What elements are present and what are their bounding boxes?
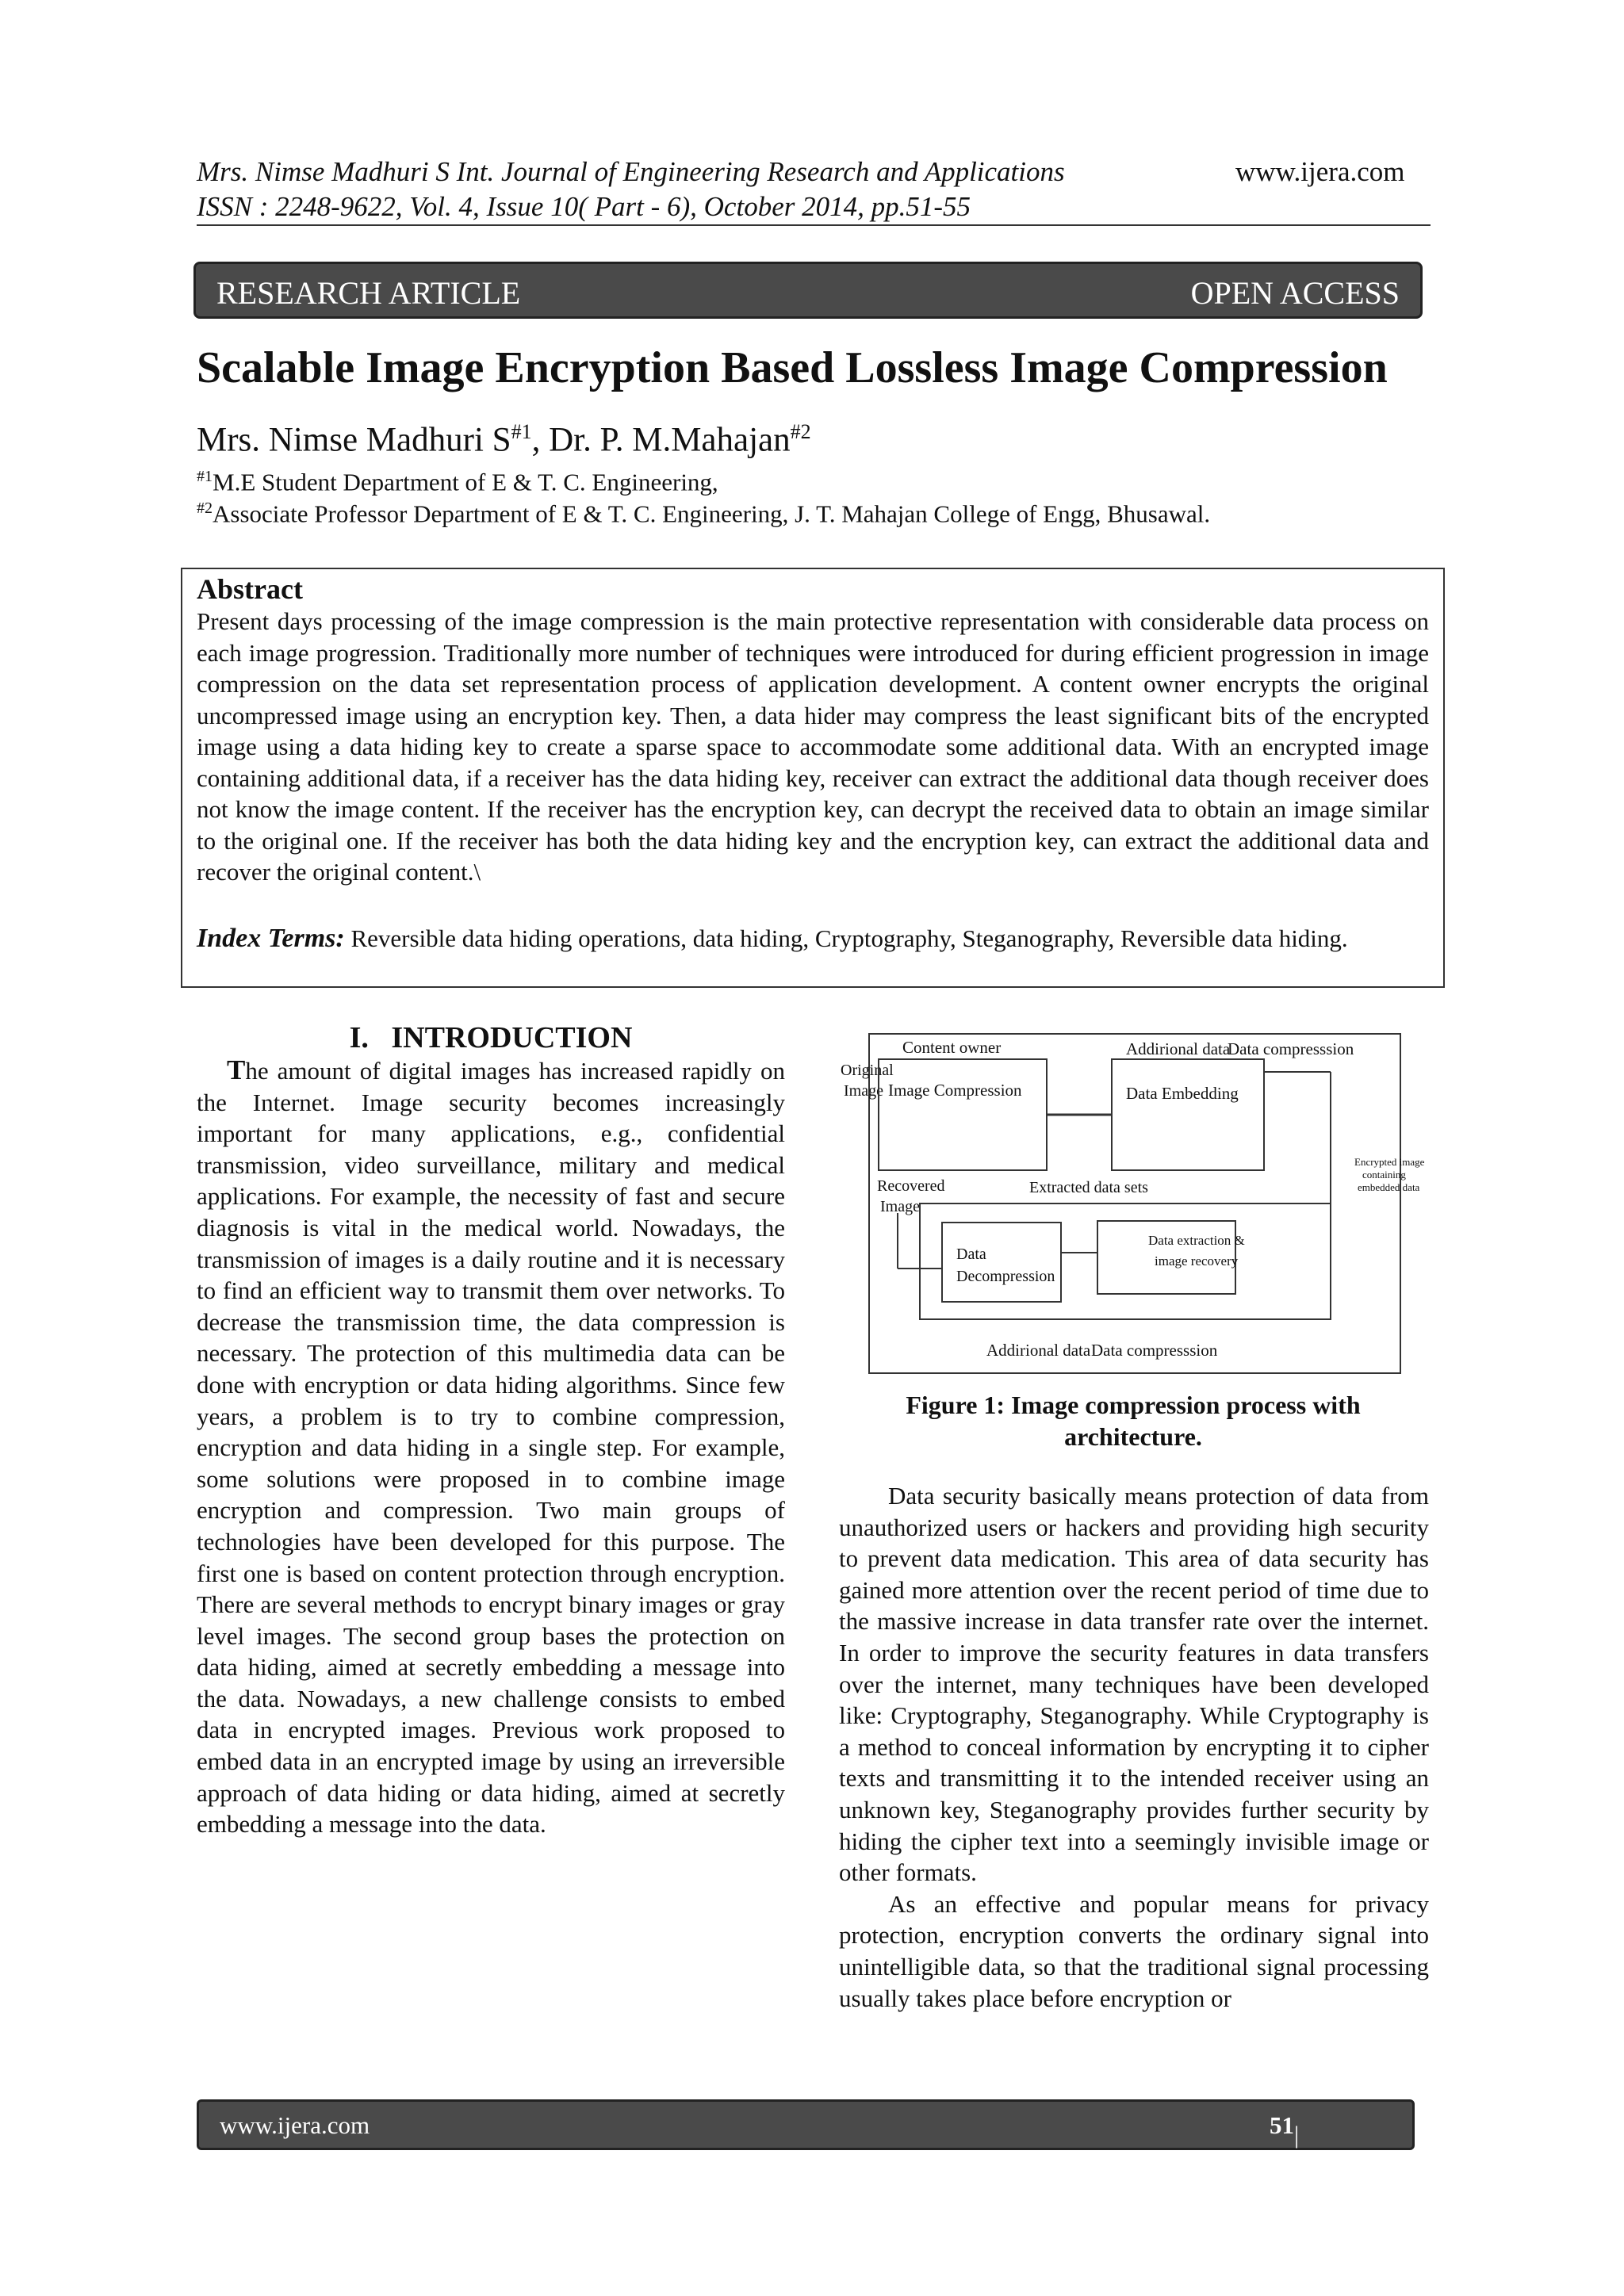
abstract-heading: Abstract bbox=[197, 573, 303, 605]
page-label: | P a g bbox=[1294, 2121, 1308, 2234]
label-recovered-2: Image bbox=[880, 1198, 920, 1215]
affiliation-1-sup: #1 bbox=[197, 468, 213, 485]
author-1-sup: #1 bbox=[511, 420, 532, 443]
journal-header-line2: ISSN : 2248-9622, Vol. 4, Issue 10( Part - 6), October 2014, pp.51-55 bbox=[197, 191, 971, 222]
label-additional-data-top: Addirional data bbox=[1126, 1039, 1231, 1058]
label-data-compression-bottom: Data compresssion bbox=[1091, 1341, 1218, 1360]
encryption-paragraph: As an effective and popular means for privacy protection, encryption converts the ordinary signal into unintelligible data, so that the traditional signal processing usually takes place before encryption or bbox=[839, 1889, 1429, 2012]
header-divider bbox=[197, 224, 1431, 226]
label-extraction-1: Data extraction & bbox=[1148, 1233, 1245, 1248]
footer-website[interactable]: www.ijera.com bbox=[220, 2111, 370, 2139]
image-compression-box bbox=[879, 1059, 1047, 1170]
introduction-paragraph bbox=[197, 1054, 785, 1840]
index-terms-text: Reversible data hiding operations, data hiding, Cryptography, Steganography, Reversible data hiding. bbox=[344, 924, 1348, 952]
header-website[interactable]: www.ijera.com bbox=[1235, 156, 1405, 187]
affiliation-1-text: M.E Student Department of E & T. C. Engineering, bbox=[213, 468, 718, 496]
author-list bbox=[197, 420, 811, 459]
label-data-embedding: Data Embedding bbox=[1126, 1084, 1239, 1103]
section-heading-introduction: I. INTRODUCTION bbox=[349, 1021, 633, 1054]
affiliation-2-text: Associate Professor Department of E & T. C. Engineering, J. T. Mahajan College of Engg, Bhusawal. bbox=[213, 499, 1211, 528]
data-embedding-box bbox=[1112, 1059, 1264, 1170]
research-article-label: RESEARCH ARTICLE bbox=[216, 275, 521, 311]
label-extraction-2: image recovery bbox=[1155, 1253, 1239, 1269]
label-encrypted-2: containing bbox=[1362, 1169, 1406, 1181]
author-2-sup: #2 bbox=[790, 420, 811, 443]
author-1: Mrs. Nimse Madhuri S bbox=[197, 421, 511, 459]
label-data-compression-top: Data compresssion bbox=[1228, 1039, 1354, 1058]
label-image-compression: Image Compression bbox=[888, 1081, 1022, 1100]
label-content-owner: Content owner bbox=[902, 1038, 1002, 1057]
architecture-diagram bbox=[839, 1023, 1426, 1380]
journal-header-line1: Mrs. Nimse Madhuri S Int. Journal of Engineering Research and Applications bbox=[197, 156, 1065, 187]
affiliation-2 bbox=[197, 499, 1210, 528]
label-decompression-1: Data bbox=[956, 1246, 986, 1263]
author-2: Dr. P. M.Mahajan bbox=[549, 421, 791, 459]
data-security-paragraph: Data security basically means protection of data from unauthorized users or hackers and providing high security to prevent data medication. This area of data security has gained more attention over the recent period of time due to the massive increase in data transfer rate over the internet. In order to improve the security features in data transfers over the internet, many techniques have been developed like: Cryptography, Steganography. While Cryptography is a method to conceal information by encrypting it to cipher texts and transmitting it to the intended receiver using an unknown key, Steganography provides further security by hiding the cipher text into a seemingly invisible image or other formats. bbox=[839, 1482, 1429, 1887]
introduction-body bbox=[197, 1054, 785, 1840]
open-access-label: OPEN ACCESS bbox=[1190, 275, 1400, 311]
footer-page-number bbox=[1270, 2111, 1308, 2234]
drop-letter: T bbox=[227, 1054, 246, 1085]
label-original-image-2: Image bbox=[844, 1082, 883, 1100]
abstract-text: Present days processing of the image compression is the main protective representation with considerable data process on each image progression. Traditionally more number of techniques were introduced for during efficient progression in image compression on the data set representation process of application development. A content owner encrypts the original uncompressed image using an encryption key. Then, a data hider may compress the least significant bits of the encrypted image using a data hiding key to create a sparse space to accommodate some additional data. With an encrypted image containing additional data, if a receiver has the data hiding key, receiver can extract the additional data though receiver does not know the image content. If the receiver has the encryption key, can decrypt the received data to obtain an image similar to the original one. If the receiver has both the data hiding key and the encryption key, can extract the additional data and recover the original content.\ bbox=[197, 607, 1429, 886]
right-column-body bbox=[839, 1480, 1429, 2014]
article-banner bbox=[193, 262, 1423, 319]
figure-caption: Figure 1: Image compression process with architecture. bbox=[906, 1391, 1361, 1451]
label-encrypted-3: embedded data bbox=[1358, 1181, 1420, 1193]
introduction-paragraph-text: he amount of digital images has increased rapidly on the Internet. Image security becomes increasingly important for many applications, e.g., confidential transmission, video surveillance, military and medical applications. For example, the necessity of fast and secure diagnosis is vital in the medical world. Nowadays, the transmission of images is a daily routine and it is necessary to find an efficient way to transmit them over networks. To decrease the transmission time, the data compression is necessary. The protection of this multimedia data can be done with encryption or data hiding algorithms. Since few years, a problem is to try to combine compression, encryption and data hiding in a single step. For example, some solutions were proposed in to combine image encryption and compression. Two main groups of technologies have been developed for this purpose. The first one is based on content protection through encryption. There are several methods to encrypt binary images or gray level images. The second group bases the protection on data hiding, aimed at secretly embedding a message into the data. Nowadays, a new challenge consists to embed data in encrypted images. Previous work proposed to embed data in an encrypted image by using an irreversible approach of data hiding or data hiding, aimed at secretly embedding a message into the data. bbox=[197, 1057, 785, 1839]
label-recovered-1: Recovered bbox=[877, 1177, 945, 1195]
affiliation-2-sup: #2 bbox=[197, 499, 213, 517]
paper-title: Scalable Image Encryption Based Lossless Image Compression bbox=[197, 343, 1388, 392]
label-encrypted-1: Encrypted image bbox=[1354, 1156, 1425, 1168]
index-terms bbox=[197, 923, 1429, 955]
label-extracted-data-sets: Extracted data sets bbox=[1029, 1179, 1148, 1196]
label-decompression-2: Decompression bbox=[956, 1268, 1055, 1285]
affiliation-1 bbox=[197, 468, 718, 496]
author-separator: , bbox=[531, 421, 550, 459]
label-additional-data-bottom: Addirional data bbox=[986, 1341, 1091, 1360]
page-number: 51 bbox=[1270, 2111, 1294, 2139]
label-original-image-1: Original bbox=[841, 1062, 894, 1079]
page-footer bbox=[197, 2099, 1415, 2234]
index-terms-label: Index Terms: bbox=[197, 924, 345, 953]
